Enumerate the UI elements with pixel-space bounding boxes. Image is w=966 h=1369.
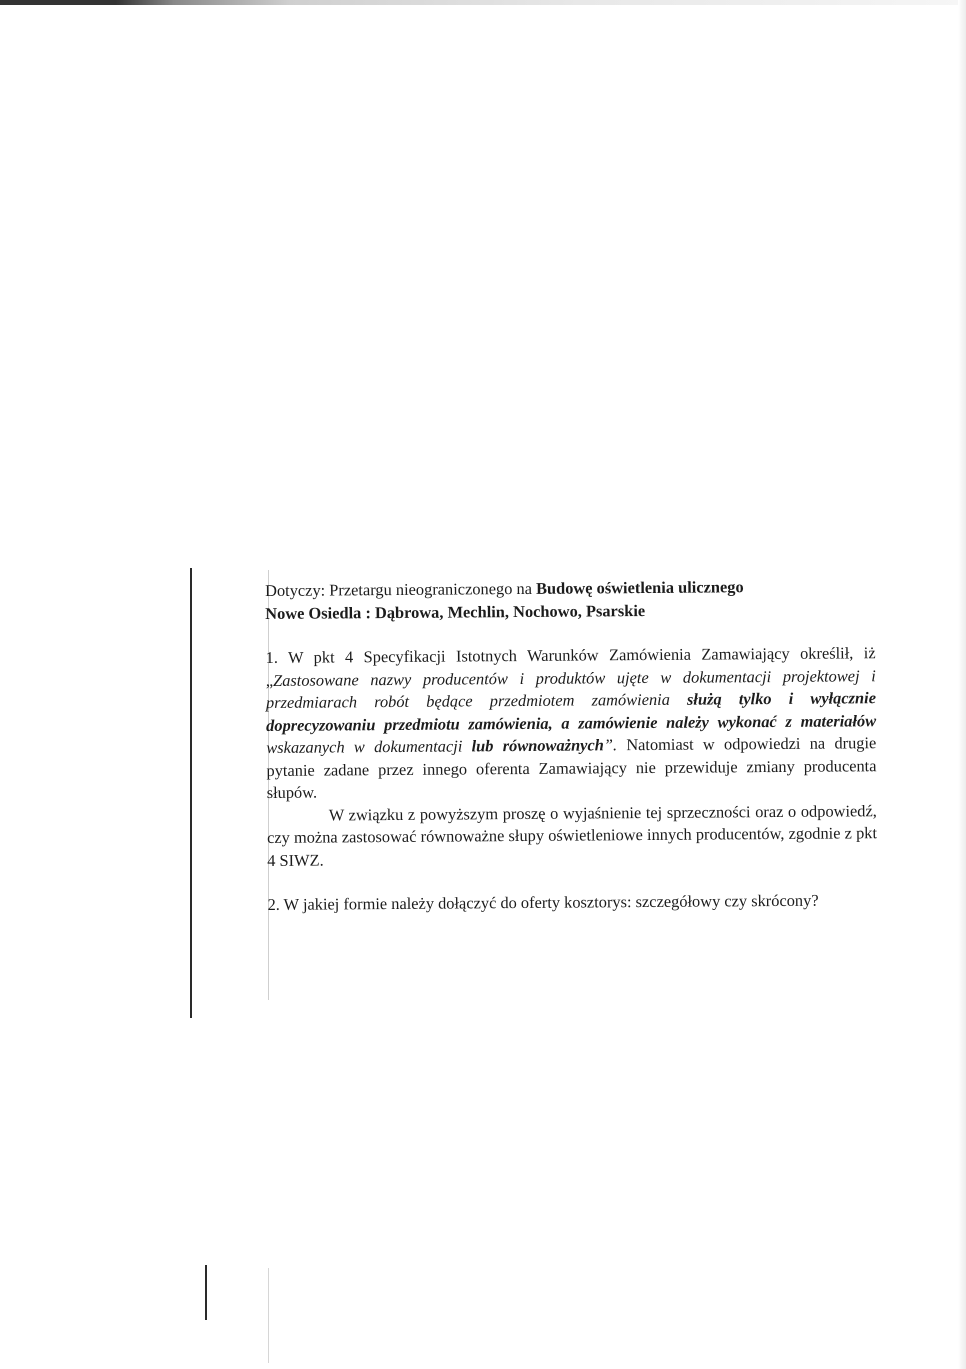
scan-top-edge [0, 0, 966, 5]
scan-right-edge [958, 0, 966, 1369]
quote-bold-italic-2: lub równoważnych [471, 735, 604, 756]
subject-bold-1: Budowę oświetlenia ulicznego [535, 577, 744, 598]
question-1 [266, 642, 877, 804]
faint-margin-line-bottom [268, 1268, 269, 1363]
quote-bold-italic-1: służą tylko i wyłącznie doprecyzowaniu przedmiotu zamówienia, a zamówienie należy wykonać z materiałów [266, 688, 877, 735]
question-2: 2. W jakiej formie należy dołączyć do oferty kosztorys: szczegółowy czy skrócony? [267, 890, 819, 914]
margin-line-bottom [205, 1265, 207, 1320]
letter-body [265, 575, 878, 916]
question-1-followup: W związku z powyższym proszę o wyjaśnienie tej sprzeczności oraz o odpowiedź, czy można zastosować równoważne słupy oświetleniowe innych producentów, zgodnie z pkt 4 SIWZ. [266, 800, 878, 870]
margin-line [190, 568, 192, 1018]
subject-prefix: Dotyczy: Przetargu nieograniczonego na [265, 578, 537, 600]
quote-italic-1: Zastosowane nazwy producentów i produktów ujęte w dokumentacji projektowej i przedmiarach robót będące przedmiotem zamówienia [265, 665, 876, 712]
quote-italic-2: wskazanych w dokumentacji [266, 736, 472, 757]
subject-heading [265, 575, 875, 625]
subject-line-2: Nowe Osiedla : Dąbrowa, Mechlin, Nochowo, Psarskie [265, 600, 646, 623]
question-1-rest: Natomiast w odpowiedzi na drugie pytanie zadane przez innego oferenta Zamawiający nie przewiduje zmiany producenta słupów. [266, 733, 877, 802]
quote-close: ”. [603, 735, 618, 755]
question-1-lead: 1. W pkt 4 Specyfikacji Istotnych Warunków Zamówienia Zamawiający określił, iż „ [265, 643, 876, 690]
